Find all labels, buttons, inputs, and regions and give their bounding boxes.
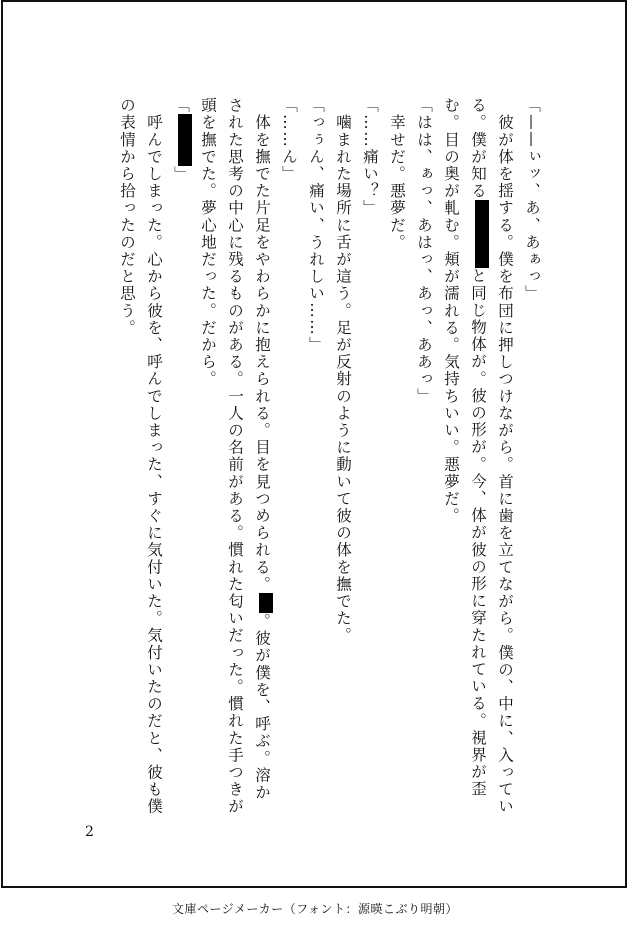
book-page xyxy=(1,0,627,888)
paragraph: 彼が体を揺する。僕を布団に押しつけながら。首に歯を立てながら。僕の、中に、入っている。僕が知ると同じ物体が。彼の形が。今、体が彼の形に穿たれている。視界が歪む。目の奥が軋む。頬が濡れる。気持ちいい。悪夢だ。 xyxy=(442,97,514,816)
paragraph: 「っぅん、痛い、うれしい……」 xyxy=(307,97,325,354)
page-number: 2 xyxy=(85,824,94,840)
redaction-block xyxy=(259,593,273,613)
paragraph: 「——ぃッ、あ、あぁっ」 xyxy=(523,97,541,303)
footer-credit: 文庫ページメーカー（フォント：源暎こぶり明朝） xyxy=(171,902,459,916)
paragraph: 「……痛い？」 xyxy=(361,97,379,217)
paragraph: 噛まれた場所に舌が這う。足が反射のように動いて彼の体を撫でた。 xyxy=(334,97,352,645)
paragraph: 体を撫でた片足をやわらかに抱えられる。目を見つめられる。。彼が僕を、呼ぶ。溶かされた思考の中心に残るものがある。一人の名前がある。慣れた匂いだった。慣れた手つきが頭を撫でた。夢心地だった。だから。 xyxy=(199,97,271,816)
paragraph: 幸せだ。悪夢だ。 xyxy=(388,97,406,251)
paragraph: 「……ん」 xyxy=(280,97,298,183)
vertical-text-body xyxy=(113,97,545,817)
redaction-block xyxy=(475,200,489,268)
redaction-block xyxy=(178,114,192,166)
paragraph: 「はは、ぁっ、あはっ、あっ、ああっ」 xyxy=(415,97,433,405)
paragraph: 「」 xyxy=(172,97,190,184)
paragraph: 呼んでしまった。心から彼を、呼んでしまった、すぐに気付いた。気付いたのだと、彼も僕の表情から拾ったのだと思う。 xyxy=(118,97,163,816)
